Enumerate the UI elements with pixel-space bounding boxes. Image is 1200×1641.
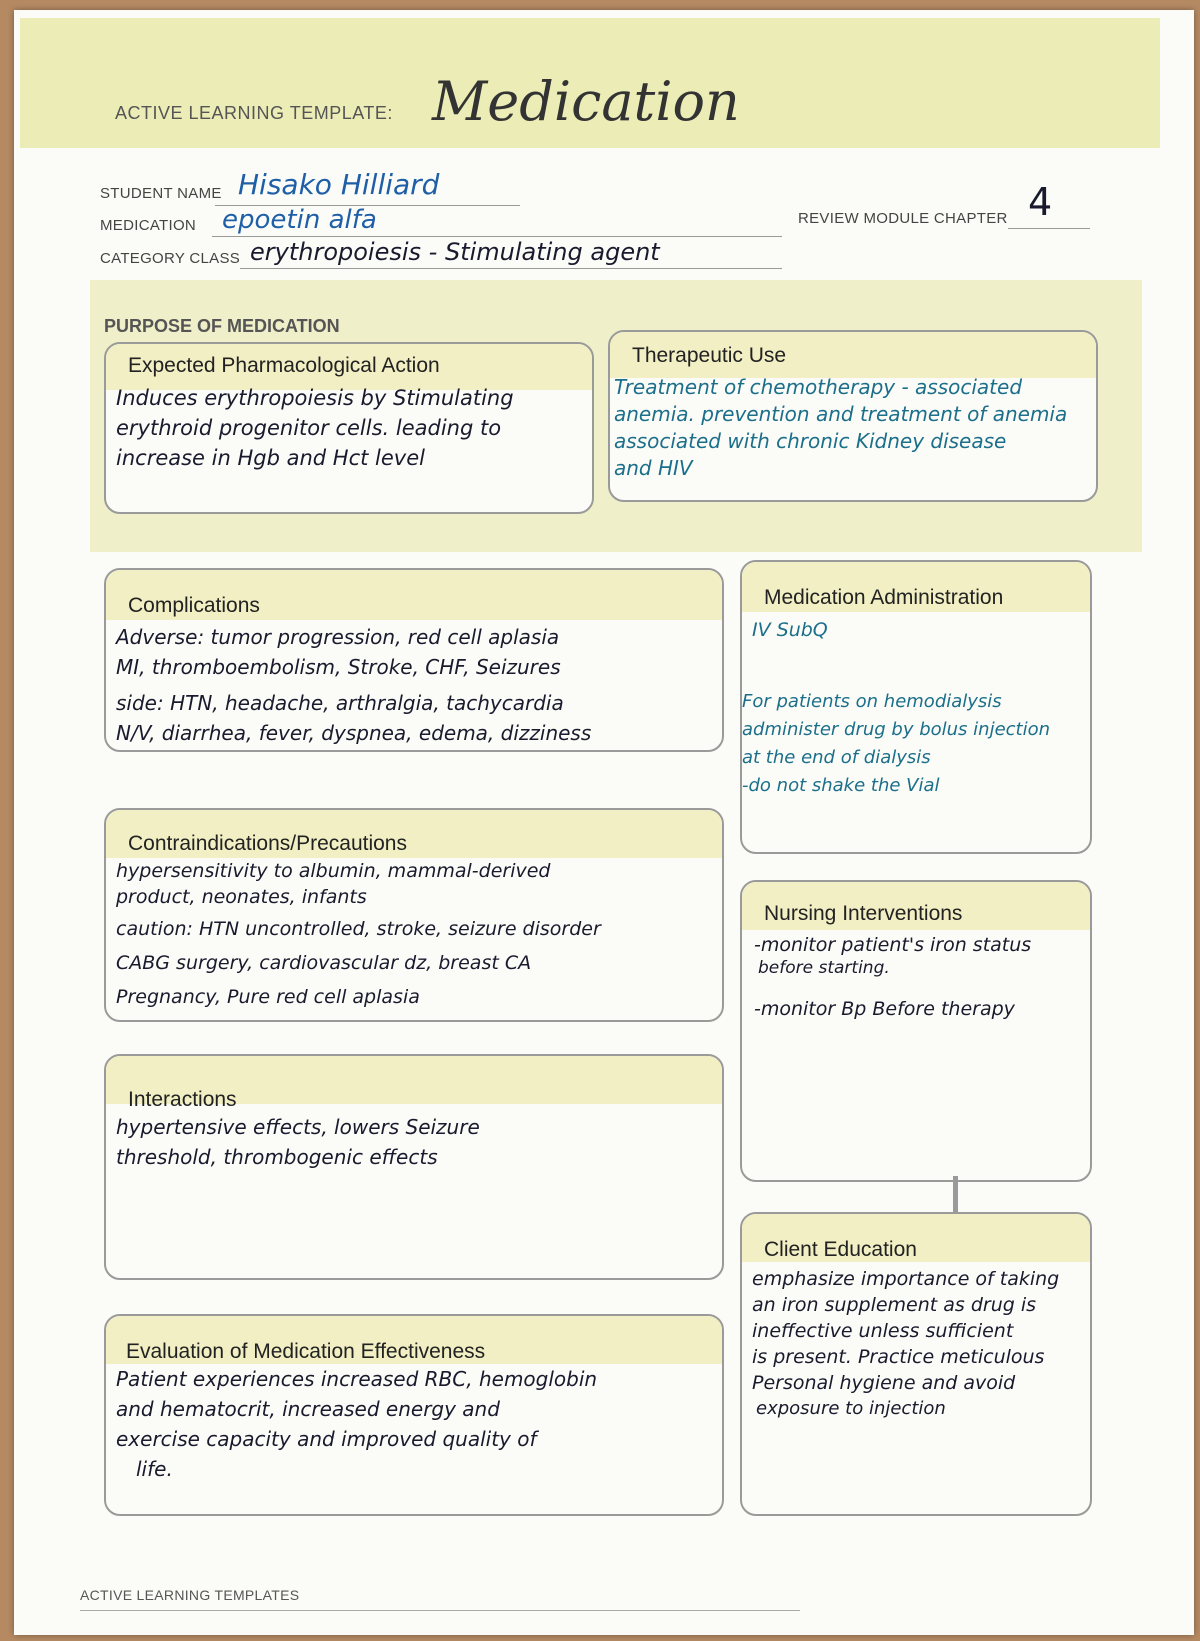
evaluation-line: Patient experiences increased RBC, hemoglobin <box>116 1367 598 1391</box>
student-name-label: STUDENT NAME <box>100 185 222 202</box>
administration-line: For patients on hemodialysis <box>742 691 1002 712</box>
evaluation-line: exercise capacity and improved quality of <box>116 1427 537 1451</box>
client-education-title: Client Education <box>764 1238 917 1261</box>
therapeutic-use-line: and HIV <box>614 456 693 480</box>
administration-line: IV SubQ <box>752 619 828 641</box>
complications-line: side: HTN, headache, arthralgia, tachycardia <box>116 691 564 715</box>
nursing-title: Nursing Interventions <box>764 902 963 925</box>
nursing-line: -monitor Bp Before therapy <box>754 998 1015 1020</box>
medication-line <box>212 236 782 237</box>
template-label: ACTIVE LEARNING TEMPLATE: <box>115 103 393 123</box>
page-title: Medication <box>432 70 740 133</box>
category-value: erythropoiesis - Stimulating agent <box>250 238 660 266</box>
review-chapter-value: 4 <box>1028 180 1053 224</box>
evaluation-title: Evaluation of Medication Effectiveness <box>126 1340 486 1363</box>
evaluation-line: life. <box>136 1457 173 1481</box>
client-education-line: ineffective unless sufficient <box>752 1320 1014 1342</box>
administration-line: -do not shake the Vial <box>742 775 940 796</box>
expected-action-line: Induces erythropoiesis by Stimulating <box>116 386 514 410</box>
contraindications-line: product, neonates, infants <box>116 886 367 908</box>
interactions-title: Interactions <box>128 1088 237 1111</box>
nursing-box <box>740 880 1092 1182</box>
therapeutic-use-title: Therapeutic Use <box>632 344 787 367</box>
expected-action-title: Expected Pharmacological Action <box>128 354 440 377</box>
client-education-line: an iron supplement as drug is <box>752 1294 1037 1316</box>
client-education-line: emphasize importance of taking <box>752 1268 1060 1290</box>
contraindications-line: hypersensitivity to albumin, mammal-derived <box>116 860 551 882</box>
complications-line: MI, thromboembolism, Stroke, CHF, Seizures <box>116 655 561 679</box>
nursing-line: before starting. <box>758 958 890 978</box>
client-education-line: exposure to injection <box>756 1398 946 1419</box>
purpose-label: PURPOSE OF MEDICATION <box>104 316 340 336</box>
administration-title: Medication Administration <box>764 586 1004 609</box>
student-name-value: Hisako Hilliard <box>238 168 440 201</box>
administration-line: administer drug by bolus injection <box>742 719 1051 740</box>
category-label: CATEGORY CLASS <box>100 250 241 267</box>
footer-line <box>80 1610 800 1611</box>
contraindications-line: caution: HTN uncontrolled, stroke, seizure disorder <box>116 918 601 940</box>
evaluation-line: and hematocrit, increased energy and <box>116 1397 500 1421</box>
client-education-line: Personal hygiene and avoid <box>752 1372 1016 1394</box>
expected-action-line: increase in Hgb and Hct level <box>116 446 425 470</box>
complications-line: Adverse: tumor progression, red cell aplasia <box>116 625 560 649</box>
client-education-line: is present. Practice meticulous <box>752 1346 1045 1368</box>
therapeutic-use-line: anemia. prevention and treatment of anemia <box>614 402 1068 426</box>
category-line <box>240 268 782 269</box>
therapeutic-use-line: Treatment of chemotherapy - associated <box>614 375 1023 399</box>
complications-line: N/V, diarrhea, fever, dyspnea, edema, dizziness <box>116 721 592 745</box>
medication-label: MEDICATION <box>100 217 197 234</box>
interactions-line: threshold, thrombogenic effects <box>116 1145 438 1169</box>
footer-label: ACTIVE LEARNING TEMPLATES <box>80 1587 300 1603</box>
review-chapter-line <box>1008 228 1090 229</box>
interactions-line: hypertensive effects, lowers Seizure <box>116 1115 480 1139</box>
contraindications-line: Pregnancy, Pure red cell aplasia <box>116 986 420 1008</box>
contraindications-line: CABG surgery, cardiovascular dz, breast CA <box>116 952 532 974</box>
nursing-line: -monitor patient's iron status <box>754 934 1032 956</box>
medication-value: epoetin alfa <box>222 205 377 235</box>
box-connector <box>953 1176 958 1214</box>
contraindications-title: Contraindications/Precautions <box>128 832 407 855</box>
review-chapter-label: REVIEW MODULE CHAPTER <box>798 210 1008 227</box>
complications-title: Complications <box>128 594 260 617</box>
therapeutic-use-line: associated with chronic Kidney disease <box>614 429 1007 453</box>
expected-action-line: erythroid progenitor cells. leading to <box>116 416 502 440</box>
administration-line: at the end of dialysis <box>742 747 931 768</box>
